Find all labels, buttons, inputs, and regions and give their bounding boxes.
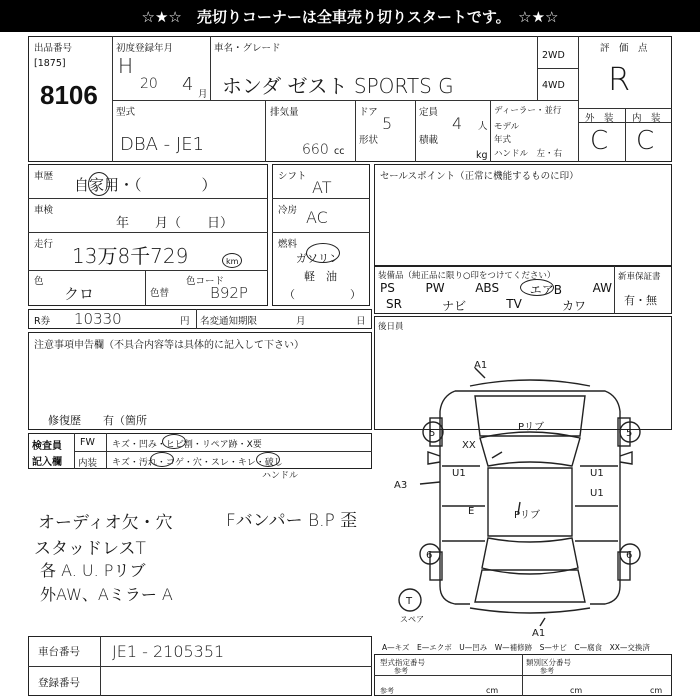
rating-label: 評 価 点 bbox=[600, 43, 648, 54]
sales-label: セールスポイント（正常に機能するものに印） bbox=[380, 171, 579, 182]
capacity-value: 4 bbox=[452, 114, 463, 133]
equip-tv: TV bbox=[506, 297, 522, 311]
note-line-1: オーディオ欠・穴 bbox=[38, 513, 173, 533]
warranty-value: 有・無 bbox=[624, 294, 657, 307]
model-code: DBA - JE1 bbox=[120, 134, 205, 155]
damage-legend: A—キズ E—エクボ U—凹み W—補修跡 S—サビ C—腐食 XX—交換済 bbox=[382, 643, 650, 652]
interior-items: キズ・汚れ・コゲ・穴・スレ・キレ・破し bbox=[112, 458, 283, 468]
interior-label: 内 装 bbox=[632, 113, 661, 124]
rating-value: R bbox=[608, 60, 631, 98]
dent-circle bbox=[162, 434, 186, 449]
doors-label: ドア bbox=[359, 107, 378, 118]
ref-label-1: 参考 bbox=[394, 667, 408, 675]
displacement-value: 660 bbox=[302, 142, 329, 158]
equip-aw: AW bbox=[592, 281, 612, 295]
fuel-other: （ ） bbox=[284, 288, 361, 301]
drive-2wd: 2WD bbox=[542, 50, 565, 61]
airbag-circle bbox=[520, 279, 554, 296]
interior-check-label: 内装 bbox=[78, 458, 98, 469]
mark-u1-right-front: U1 bbox=[590, 468, 604, 479]
displacement-label: 排気量 bbox=[270, 107, 299, 118]
ref-label-3: 参考 bbox=[380, 687, 394, 695]
reg-label: 初度登録年月 bbox=[116, 43, 174, 54]
fw-items: キズ・凹み・ヒビ割・リペア跡・X要 bbox=[112, 440, 262, 450]
cm-label-3: cm bbox=[650, 686, 663, 695]
interior-grade: C bbox=[636, 126, 655, 156]
cm-label-2: cm bbox=[570, 686, 583, 695]
reg-month: 4 bbox=[182, 74, 194, 95]
mark-5-left: 5 bbox=[429, 428, 436, 439]
load-label: 積載 bbox=[419, 135, 439, 146]
notice-day: 日 bbox=[356, 316, 366, 327]
name-label: 車名・グレード bbox=[214, 43, 281, 54]
class-label: 類別区分番号 bbox=[526, 658, 571, 667]
inspection-label: 車検 bbox=[34, 205, 54, 216]
exterior-grade: C bbox=[590, 126, 609, 156]
inspector-label-2: 記入欄 bbox=[32, 457, 62, 468]
stain-circle bbox=[150, 452, 174, 467]
history-circle bbox=[88, 172, 110, 196]
color-value: クロ bbox=[64, 285, 95, 303]
equip-sr: SR bbox=[386, 297, 402, 311]
mileage-label: 走行 bbox=[34, 239, 54, 250]
shift-label: シフト bbox=[278, 171, 307, 182]
reg-year: 20 bbox=[140, 76, 158, 92]
equip-pw: PW bbox=[425, 281, 445, 295]
displacement-unit: cc bbox=[334, 146, 345, 157]
fuel-gasoline: ガソリン bbox=[296, 252, 340, 265]
scuff-circle bbox=[256, 452, 280, 467]
fw-label: FW bbox=[80, 437, 95, 448]
equip-leather: カワ bbox=[561, 299, 586, 313]
equipment-row-2 bbox=[386, 297, 586, 314]
shape-label: 形状 bbox=[359, 135, 379, 146]
equip-ps: PS bbox=[380, 281, 395, 295]
mileage-unit-circle bbox=[222, 253, 242, 268]
handle-label: ハンドル 左・右 bbox=[494, 149, 563, 159]
chassis-number: JE1 - 2105351 bbox=[112, 642, 225, 661]
mileage-unit: km bbox=[226, 257, 239, 266]
mileage-value: 13万8千729 bbox=[72, 244, 189, 268]
doors-value: 5 bbox=[382, 114, 393, 133]
fuel-diesel: 軽 油 bbox=[304, 270, 337, 283]
mark-e: E bbox=[468, 506, 475, 517]
car-damage-diagram bbox=[380, 356, 680, 646]
note-line-3: 各 A. U. Pリブ bbox=[40, 561, 146, 580]
recycle-label: R券 bbox=[34, 316, 51, 327]
repair-history: 修復歴 有（箇所 bbox=[48, 414, 147, 427]
reg-era: H bbox=[118, 54, 134, 78]
fuel-label: 燃料 bbox=[278, 239, 298, 250]
model-year-label: モデル bbox=[494, 122, 520, 132]
lot-sub: [1875] bbox=[34, 58, 66, 69]
aircon-label: 冷房 bbox=[278, 205, 298, 216]
mark-u1-right-rear: U1 bbox=[590, 488, 604, 499]
inspector-note: ハンドル bbox=[262, 471, 299, 481]
dealer-label: ディーラー・並行 bbox=[494, 106, 562, 116]
equipment-label: 装備品（純正品に限り○印をつけてください） bbox=[378, 271, 556, 281]
color-code-label: 色コード bbox=[186, 276, 225, 287]
aircon-value: AC bbox=[306, 208, 328, 227]
color-code: B92P bbox=[210, 284, 248, 302]
lot-label: 出品番号 bbox=[34, 43, 73, 54]
capacity-unit: 人 bbox=[478, 121, 488, 132]
top-banner: ☆★☆ 売切りコーナーは全車売り切りスタートです。 ☆★☆ bbox=[0, 0, 700, 32]
reg-month-unit: 月 bbox=[198, 89, 208, 100]
history-value: 自家用・（ ） bbox=[74, 176, 217, 194]
notice-label: 名変通知期限 bbox=[200, 316, 258, 327]
load-unit: kg bbox=[476, 150, 488, 161]
equipment-row-1 bbox=[380, 281, 612, 298]
note-line-1b: Fバンパー B.P 歪 bbox=[226, 511, 358, 531]
mark-t-spare: T bbox=[406, 596, 413, 607]
color-change-label: 色替 bbox=[150, 288, 170, 299]
capacity-label: 定員 bbox=[419, 107, 439, 118]
exterior-label: 外 装 bbox=[585, 113, 614, 124]
inspector-label: 検査員 bbox=[32, 441, 62, 452]
plate-label: 登録番号 bbox=[38, 677, 80, 689]
mark-a1-rear: A1 bbox=[532, 628, 546, 639]
history-label: 車歴 bbox=[34, 171, 54, 182]
model-label: 型式 bbox=[116, 107, 136, 118]
color-label: 色 bbox=[34, 276, 44, 287]
mark-pillar-rear: Pリブ bbox=[514, 510, 541, 521]
warranty-label: 新車保証書 bbox=[618, 272, 661, 282]
later-label: 後日員 bbox=[378, 322, 404, 332]
equip-abs: ABS bbox=[475, 281, 500, 295]
car-name: ホンダ ゼスト SPORTS G bbox=[222, 74, 454, 98]
note-line-4: 外AW、Aミラー A bbox=[40, 585, 173, 604]
type-spec-label: 型式指定番号 bbox=[380, 658, 425, 667]
mark-u1-left: U1 bbox=[452, 468, 466, 479]
ref-label-2: 参考 bbox=[540, 667, 554, 675]
drive-4wd: 4WD bbox=[542, 80, 565, 91]
shift-value: AT bbox=[312, 178, 332, 197]
recycle-value: 10330 bbox=[74, 310, 122, 328]
mark-a1-front: A1 bbox=[474, 360, 488, 371]
inspection-value: 年 月（ 日） bbox=[116, 216, 234, 231]
note-line-2: スタッドレスT bbox=[34, 539, 146, 559]
lot-number: 8106 bbox=[40, 80, 98, 110]
mark-6-right: 6 bbox=[626, 550, 633, 561]
notice-month: 月 bbox=[296, 316, 306, 327]
cm-label-1: cm bbox=[486, 686, 499, 695]
mark-a3-left: A3 bbox=[394, 480, 408, 491]
spare-label: スペア bbox=[400, 615, 424, 624]
year-label: 年式 bbox=[494, 135, 512, 145]
equip-navi: ナビ bbox=[442, 299, 467, 313]
equip-airbag: エアB bbox=[529, 283, 562, 297]
mark-6-left: 6 bbox=[426, 550, 433, 561]
mark-pillar-front: Pリブ bbox=[518, 422, 545, 433]
mark-5-right: 5 bbox=[626, 428, 633, 439]
chassis-label: 車台番号 bbox=[38, 646, 80, 658]
mark-xx: XX bbox=[462, 440, 476, 451]
notes-label: 注意事項申告欄（不具合内容等は具体的に記入して下さい） bbox=[34, 340, 304, 351]
recycle-unit: 円 bbox=[180, 316, 190, 327]
fuel-circle bbox=[306, 243, 340, 263]
